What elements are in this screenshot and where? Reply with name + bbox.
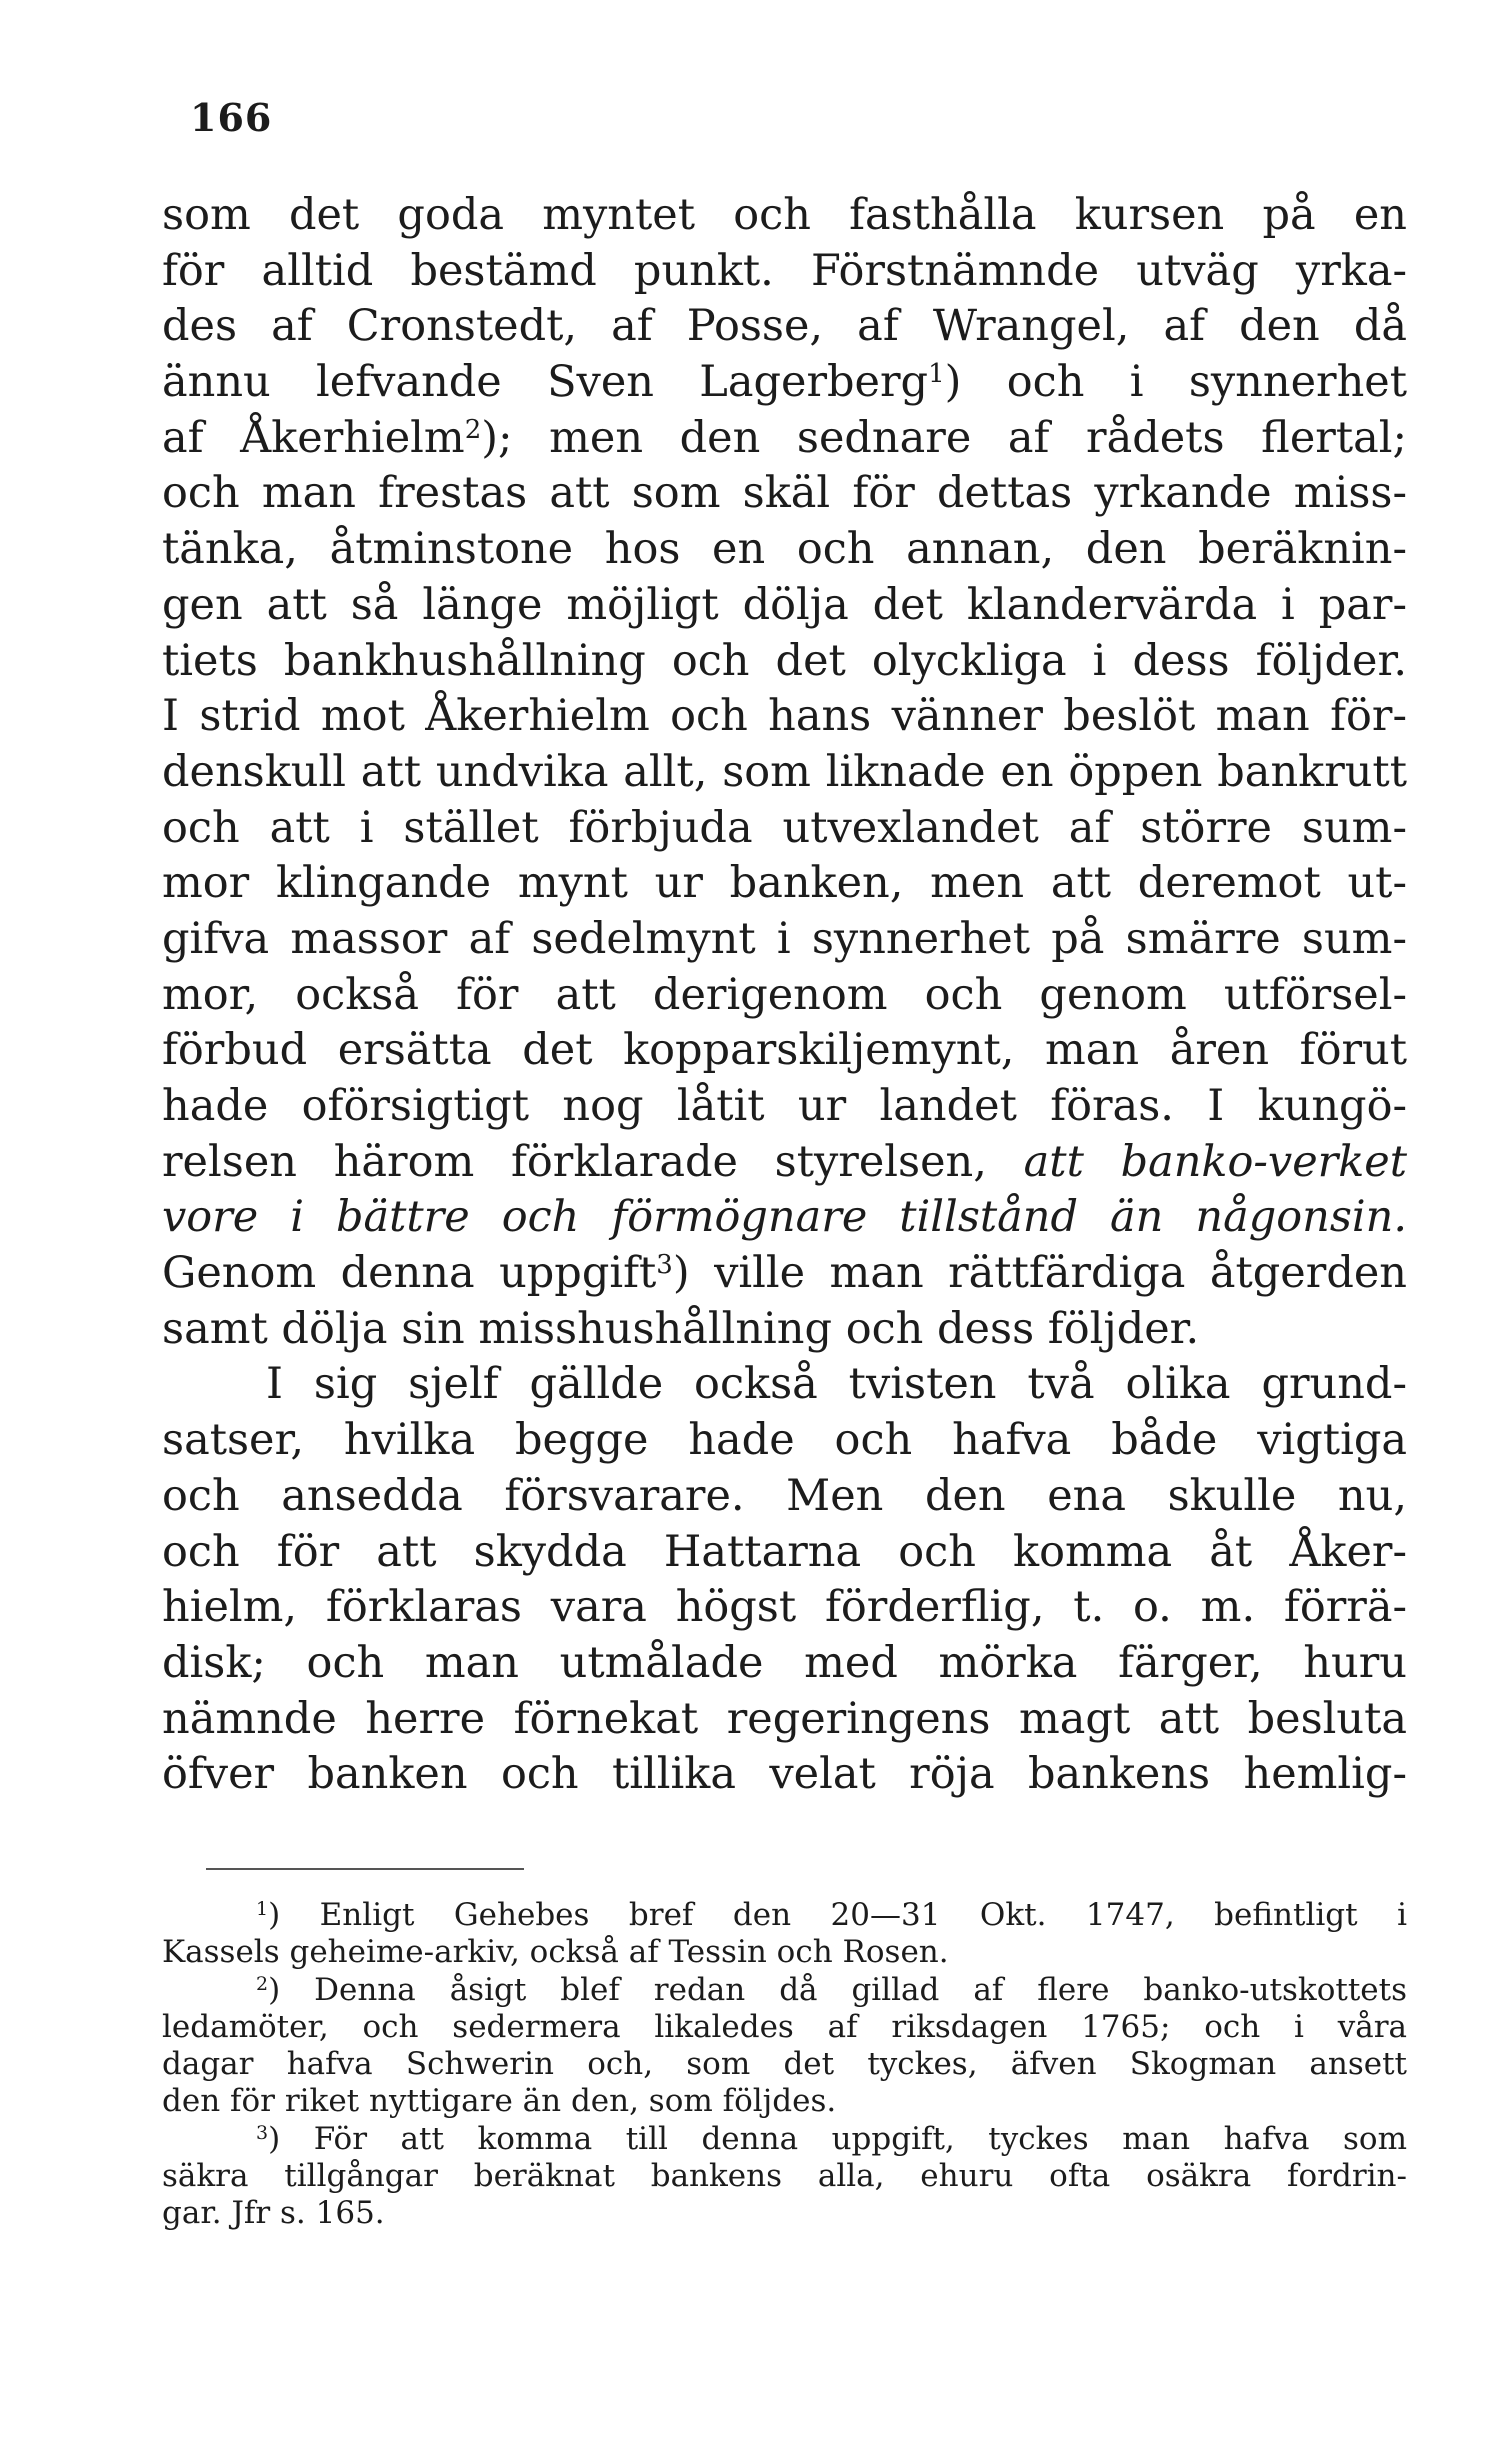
text-line: och att i stället förbjuda utvexlandet af större sum- xyxy=(162,802,1407,853)
footnote-marker: 2 xyxy=(256,1972,269,1995)
text-line: des af Cronstedt, af Posse, af Wrangel, af den då xyxy=(162,301,1407,352)
text-line: samt dölja sin misshushållning och dess följder. xyxy=(162,1303,1200,1354)
text-line: hielm, förklaras vara högst förderflig, t. o. m. förrä- xyxy=(162,1582,1407,1633)
text-line: öfver banken och tillika velat röja bankens hemlig- xyxy=(162,1749,1407,1800)
footnote-marker: 1 xyxy=(256,1898,269,1920)
text-line: af Åkerhielm$^2$); men den sednare af rådets flertal; xyxy=(162,412,1407,463)
page-number: 166 xyxy=(190,95,273,140)
text-line: disk; och man utmålade med mörka färger, huru xyxy=(162,1637,1407,1688)
footnote-line: den för riket nyttigare än den, som följdes. xyxy=(162,2083,837,2120)
footnote-line: Kassels geheime-arkiv, också af Tessin och Rosen. xyxy=(162,1934,949,1971)
footnote-ref: 2 xyxy=(464,414,482,445)
text-line: mor klingande mynt ur banken, men att deremot ut- xyxy=(162,858,1407,909)
text-line: nämnde herre förnekat regeringens magt att besluta xyxy=(162,1693,1407,1744)
text-line: ännu lefvande Sven Lagerberg$^1$) och i synnerhet xyxy=(162,357,1407,408)
footnote-line: gar. Jfr s. 165. xyxy=(162,2195,385,2232)
text-line: satser, hvilka begge hade och hafva både vigtiga xyxy=(162,1415,1407,1466)
text-line: tänka, åtminstone hos en och annan, den beräknin- xyxy=(162,524,1407,575)
footnote-line: ledamöter, och sedermera likaledes af riksdagen 1765; och i våra xyxy=(162,2008,1407,2045)
footnote-marker: 3 xyxy=(256,2121,269,2144)
text-line: denskull att undvika allt, som liknade en öppen bankrutt xyxy=(162,746,1407,797)
footnotes xyxy=(162,1897,1407,2233)
text-line: vore i bättre och förmögnare tillstånd än någonsin. xyxy=(162,1192,1407,1243)
footnote-line: $^2$) Denna åsigt blef redan då gillad af flere banko-utskottets xyxy=(256,1971,1407,2008)
text-line: och man frestas att som skäl för dettas yrkande miss- xyxy=(162,468,1407,519)
text-line: hade oförsigtigt nog låtit ur landet föras. I kungö- xyxy=(162,1081,1407,1131)
body-text xyxy=(162,188,1407,1803)
text-line: relsen härom förklarade styrelsen, att banko-verket xyxy=(162,1136,1407,1187)
text-line: som det goda myntet och fasthålla kursen på en xyxy=(162,190,1407,240)
text-line: och för att skydda Hattarna och komma åt Åker- xyxy=(162,1526,1407,1577)
footnote-line: $^3$) För att komma till denna uppgift, tyckes man hafva som xyxy=(256,2120,1407,2157)
footnote-line: $^1$) Enligt Gehebes bref den 20—31 Okt. 1747, befintligt i xyxy=(256,1897,1407,1933)
emphasis: att banko-verket xyxy=(1023,1136,1407,1187)
text-line: I sig sjelf gällde också tvisten två olika grund- xyxy=(266,1359,1407,1410)
footnote-divider xyxy=(206,1868,524,1870)
footnote-ref: 3 xyxy=(656,1250,673,1281)
text-line: mor, också för att derigenom och genom utförsel- xyxy=(162,969,1407,1020)
text-line: gen att så länge möjligt dölja det klandervärda i par- xyxy=(162,579,1407,630)
text-line: tiets bankhushållning och det olyckliga i dess följder. xyxy=(162,635,1407,686)
text-line: I strid mot Åkerhielm och hans vänner beslöt man för- xyxy=(162,691,1407,742)
footnote-line: säkra tillgångar beräknat bankens alla, ehuru ofta osäkra fordrin- xyxy=(162,2158,1407,2195)
footnote-ref: 1 xyxy=(928,359,945,390)
text-line: gifva massor af sedelmynt i synnerhet på smärre sum- xyxy=(162,913,1407,964)
text-line: för alltid bestämd punkt. Förstnämnde utväg yrka- xyxy=(162,245,1407,296)
text-line: Genom denna uppgift$^3$) ville man rättfärdiga åtgerden xyxy=(162,1248,1407,1299)
text-line: och ansedda försvarare. Men den ena skulle nu, xyxy=(162,1470,1407,1521)
footnote-line: dagar hafva Schwerin och, som det tyckes, äfven Skogman ansett xyxy=(162,2046,1407,2083)
text-line: förbud ersätta det kopparskiljemynt, man åren förut xyxy=(162,1025,1407,1076)
